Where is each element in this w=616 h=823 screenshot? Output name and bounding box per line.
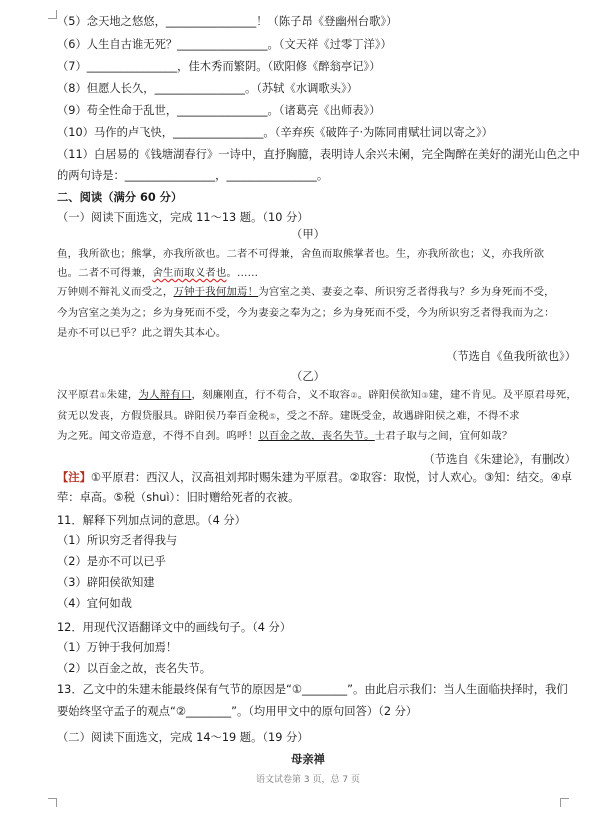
annotation-line: 荦：卓高。⑤税（shuì）：旧时赠给死者的衣被。 (57, 491, 300, 504)
text-span: 为之死。闻文帝造意，不得不自刭。呜呼！ (57, 430, 259, 442)
passage-jia-line (57, 266, 258, 281)
text-span: 也。二者不可得兼， (57, 267, 153, 279)
passage-jia-line: 今为宫室之美为之；乡为身死而不受，今为妻妾之奉为之；乡为身死而不受，今为所识穷乏者得我而为之： (57, 307, 555, 319)
text-span: 为宫室之美、妻妾之奉、所识穷乏者得我与？乡为身死而不受， (258, 286, 555, 298)
text-span: 士君子取与之间，宜何如哉？ (374, 430, 513, 442)
passage-yi-label: （乙） (291, 370, 325, 383)
text-span: 建，建不肯见。及平原君母死， (428, 389, 577, 401)
question-11-stem: 11．解释下列加点词的意思。（4 分） (57, 514, 246, 527)
text-span: 。辟阳侯欲知 (357, 389, 422, 401)
page-footer: 语文试卷第 3 页，总 7 页 (256, 775, 360, 785)
fill-blank-11-line1: （11）白居易的《钱塘湖春行》一诗中，直抒胸臆，表明诗人余兴未阑，完全陶醉在美好的湖光山色之中 (57, 148, 580, 161)
question-12-stem: 12．用现代汉语翻译文中的画线句子。（4 分） (57, 621, 292, 634)
fill-blank-11-line2: 的两句诗是：________________，________________。 (57, 169, 329, 182)
passage-jia-line: 是亦不可以已乎？此之谓失其本心。 (57, 327, 227, 339)
crop-mark-bottom-right (560, 798, 569, 807)
question-13-line2: 要始终坚守孟子的观点“②________”。（均用甲文中的原句回答）（2 分） (57, 705, 418, 718)
annotation-line (57, 470, 572, 485)
text-span: ①平原君：西汉人，汉高祖刘邦时赐朱建为平原君。②取容：取悦，讨人欢心。③知：结交。④卓 (90, 471, 572, 484)
fill-blank-7: （7）________________，佳木秀而繁阴。（欧阳修《醉翁亭记》） (57, 60, 381, 73)
fill-blank-9: （9）苟全性命于乱世，________________。（诸葛亮《出师表》） (57, 104, 381, 117)
part-two-instruction: （二）阅读下面选文，完成 14～19 题。（19 分） (57, 731, 309, 744)
fill-blank-6: （6）人生自古谁无死？________________。（文天祥《过零丁洋》） (57, 38, 392, 51)
note-marker: ② (350, 391, 358, 400)
text-span: ，受之不辞。建既受金，故遇辟阳侯之难，不得不求 (276, 410, 520, 422)
passage-jia-source: （节选自《鱼我所欲也》） (446, 350, 576, 363)
note-marker: ① (99, 391, 107, 400)
fill-blank-10: （10）马作的卢飞快，________________。（辛弃疾《破阵子·为陈同甫赋壮词以寄之》） (57, 126, 493, 139)
fill-blank-5: （5）念天地之悠悠，________________！（陈子昂《登幽州台歌》） (57, 15, 398, 28)
question-11-item: （3）辟阳侯欲知建 (57, 576, 155, 589)
passage-yi-line (57, 429, 512, 444)
passage-yi-source: （节选自《朱建论》，有删改） (423, 453, 576, 466)
text-span: 舍生而取义者也 (152, 267, 227, 279)
part-one-instruction: （一）阅读下面选文，完成 11～13 题。（10 分） (57, 211, 309, 224)
underlined-sentence: 以百金之故，丧名失节。 (258, 430, 375, 442)
annotation-label: 【注】 (57, 471, 91, 484)
question-11-item: （2）是亦不可以已乎 (57, 555, 166, 568)
crop-mark-top-left (48, 10, 57, 19)
question-12-item: （2）以百金之故，丧名失节。 (57, 662, 212, 675)
passage-jia-line (57, 285, 555, 300)
text-span: 汉平原君 (57, 389, 100, 401)
passage-yi-line (57, 388, 577, 403)
passage-yi-line (57, 409, 520, 424)
underlined-sentence: 万钟于我何加焉！ (173, 286, 259, 298)
underlined-phrase: 为人辩有口 (138, 389, 192, 401)
question-13-line1: 13．乙文中的朱建未能最终保有气节的原因是“①________”。由此启示我们：当人生面临抉择时，我们 (57, 683, 568, 696)
note-marker: ③ (421, 391, 429, 400)
fill-blank-8: （8）但愿人长久，________________。（苏轼《水调歌头》） (57, 82, 358, 95)
text-span: 贫无以发丧，方假贷服具。辟阳侯乃奉百金税 (57, 410, 269, 422)
text-span: ，刻廉刚直，行不苟合，义不取容 (191, 389, 351, 401)
text-span: 。…… (226, 267, 259, 279)
crop-mark-bottom-left (48, 798, 57, 807)
passage-jia-line: 鱼，我所欲也；熊掌，亦我所欲也。二者不可得兼，舍鱼而取熊掌者也。生，亦我所欲也；义，亦我所欲 (57, 248, 545, 260)
note-marker: ⑤ (268, 412, 277, 421)
question-11-item: （4）宜何如哉 (57, 597, 132, 610)
question-12-item: （1）万钟于我何加焉！ (57, 641, 178, 654)
passage-jia-label: （甲） (291, 228, 325, 241)
text-span: 万钟则不辩礼义而受之， (57, 286, 174, 298)
text-span: 朱建， (106, 389, 139, 401)
section-heading: 二、阅读（满分 60 分） (57, 191, 183, 204)
next-passage-title: 母亲禅 (291, 753, 325, 766)
question-11-item: （1）所识穷乏者得我与 (57, 534, 178, 547)
